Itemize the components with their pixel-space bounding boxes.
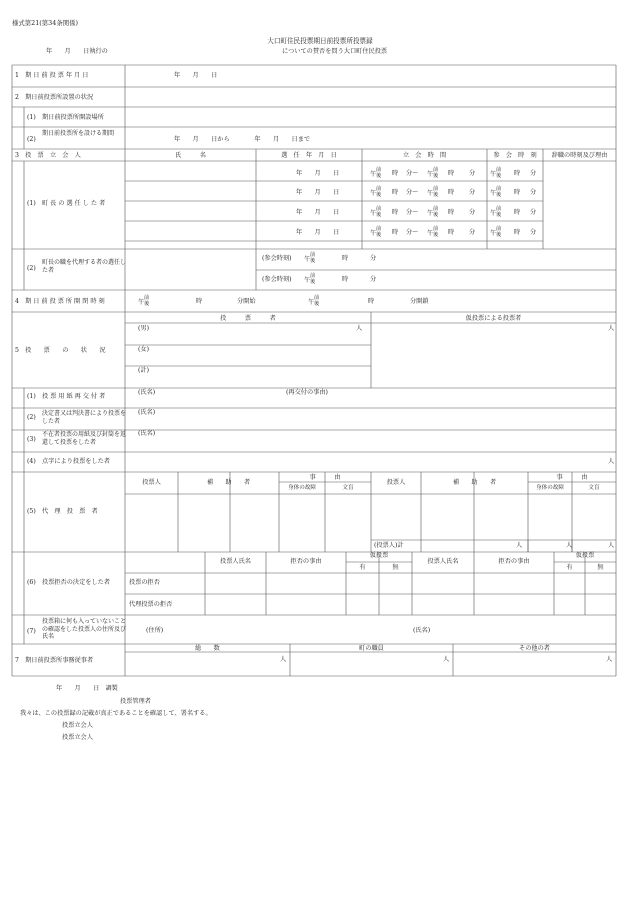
witness-4-start-pm: 後: [376, 232, 382, 238]
execution-date-label: 年 月 日執行の: [46, 48, 108, 55]
statement-text: 我々は、この投票録の記載が真正であることを確認して、署名する。: [20, 710, 212, 717]
witness-4-end-hour: 時: [448, 229, 455, 236]
deputy-2-min: 分: [370, 276, 377, 283]
witness-2-date: 年 月 日: [296, 189, 340, 196]
deputy-1-hour: 時: [342, 255, 349, 262]
witness-2-end-pm: 後: [433, 192, 439, 198]
witness-3-end-am: 前: [433, 206, 439, 212]
prov-unit: 人: [608, 325, 615, 332]
deputy-2-join-am: 前: [310, 273, 316, 279]
witness-2-start-go: 午: [370, 190, 377, 197]
open-go: 午: [138, 299, 145, 306]
footer-date: 年 月 日 調製: [56, 685, 118, 692]
staff-total-unit: 人: [280, 656, 287, 663]
row2-1-label: 期日前投票所開設場所: [42, 114, 104, 121]
witness-2-end-am: 前: [433, 186, 439, 192]
row4-label: 4 期 日 前 投 票 所 開 閉 時 刻: [15, 298, 105, 305]
witness-2-end-min: 分: [469, 189, 476, 196]
referendum-subject-label: についての賛否を問う大口町住民投票: [282, 48, 388, 55]
row5-4-label: 点字により投票をした者: [42, 458, 111, 465]
row2-2-num: (2): [27, 136, 36, 143]
witness-3-end-go: 午: [427, 210, 434, 217]
manager-label: 投票管理者: [120, 698, 151, 705]
witness-3-end-pm: 後: [433, 212, 439, 218]
witness-2-end-hour: 時: [448, 189, 455, 196]
witness-2-label: 投票立会人: [62, 734, 93, 741]
proxy-illiterate-h1: 文盲: [342, 485, 354, 491]
page-title: 大口町住民投票期日前投票所投票録: [267, 37, 373, 45]
witness-2-start-hour: 時: [392, 189, 399, 196]
male-unit: 人: [356, 325, 363, 332]
prov-total-unit1: 人: [516, 542, 523, 549]
row5-1-label: 投 票 用 紙 再 交 付 者: [42, 393, 106, 400]
witness-4-start-am: 前: [376, 226, 382, 232]
row3-2-label: 町長の職を代理する者の選任した者: [42, 259, 127, 274]
period-value: 年 月 日から 年 月 日まで: [174, 136, 311, 143]
proxy-refusal-label: 代理投票の拒否: [129, 601, 173, 608]
refusal-label: 投票の拒否: [129, 579, 160, 586]
witness-1-join-pm: 後: [496, 173, 502, 179]
proxy-illiterate-h2: 文盲: [588, 485, 600, 491]
prov-total-label: (投票人)計: [374, 542, 404, 549]
witness-1-date: 年 月 日: [296, 170, 340, 177]
row2-label: 2 期日前投票所設置の状況: [15, 94, 94, 101]
witness-2-start-pm: 後: [376, 192, 382, 198]
witness-1-end-min: 分: [469, 170, 476, 177]
witness-4-start-go: 午: [370, 230, 377, 237]
witness-1-end-hour: 時: [448, 170, 455, 177]
reissue-reason: (再交付の事由): [286, 389, 328, 396]
deputy-1-join-go: 午: [304, 256, 311, 263]
witness-3-start-min: 分〜: [406, 209, 419, 216]
witness-4-end-min: 分: [469, 229, 476, 236]
witness-3-join-go: 午: [490, 210, 497, 217]
witness-1-join-am: 前: [496, 167, 502, 173]
row7-label: 7 期日前投票所事務従事者: [15, 657, 94, 664]
no-h1: 無: [392, 564, 399, 571]
deputy-1-join-pm: 後: [310, 258, 316, 264]
no-h2: 無: [597, 564, 604, 571]
deputy-2-join-pm: 後: [310, 279, 316, 285]
witness-4-join-hour: 時: [514, 229, 521, 236]
staff-total-header: 総 数: [195, 645, 220, 652]
row5-6-num: (6): [27, 579, 36, 586]
staff-other-unit: 人: [606, 656, 613, 663]
witness-4-end-pm: 後: [433, 232, 439, 238]
open-pm: 後: [144, 301, 150, 307]
row2-1-num: (1): [27, 114, 36, 121]
voters-header: 投 票 者: [220, 315, 276, 322]
witness-4-join-am: 前: [496, 226, 502, 232]
voter-name-label: (氏名): [413, 627, 431, 634]
witness-4-join-go: 午: [490, 230, 497, 237]
open-am: 前: [144, 295, 150, 301]
proxy-helper-h2: 補 助 者: [452, 479, 497, 486]
witness-3-join-pm: 後: [496, 212, 502, 218]
decision-name: (氏名): [138, 409, 156, 416]
provisional-header: 仮投票による投票者: [465, 315, 522, 322]
witness-3-start-go: 午: [370, 210, 377, 217]
witness-4-end-am: 前: [433, 226, 439, 232]
reissue-name: (氏名): [138, 389, 156, 396]
witness-1-join-min: 分: [530, 170, 537, 177]
close-pm: 後: [314, 301, 320, 307]
witness-3-join-am: 前: [496, 206, 502, 212]
close-go: 午: [308, 299, 315, 306]
proxy-voter-h2: 投票人: [386, 479, 406, 486]
braille-unit: 人: [608, 458, 615, 465]
staff-town-header: 町の職員: [359, 645, 384, 652]
row5-label: 5 投 票 の 状 況: [15, 347, 106, 354]
witness-1-start-am: 前: [376, 167, 382, 173]
yes-h2: 有: [566, 564, 573, 571]
witness-3-join-hour: 時: [514, 209, 521, 216]
row1-date: 年 月 日: [174, 72, 218, 79]
witness-2-end-go: 午: [427, 190, 434, 197]
witness-3-date: 年 月 日: [296, 209, 340, 216]
close-min: 分開鎖: [410, 298, 429, 305]
proxy-disability-h2: 身体の故障: [536, 485, 564, 491]
witness-3-start-pm: 後: [376, 212, 382, 218]
deputy-1-join-am: 前: [310, 252, 316, 258]
row3-1-label: 町 長 の 選 任 し た 者: [42, 200, 106, 207]
witness-1-start-min: 分〜: [406, 170, 419, 177]
witness-2-start-am: 前: [376, 186, 382, 192]
col-date-header: 選 任 年 月 日: [281, 152, 337, 159]
refusal-voter-h2: 投票人氏名: [427, 558, 459, 565]
male-label: (男): [138, 325, 150, 332]
witness-3-start-am: 前: [376, 206, 382, 212]
close-hour: 時: [368, 298, 375, 305]
witness-2-join-go: 午: [490, 190, 497, 197]
row2-2-label: 期日前投票所を設ける期間: [42, 130, 115, 137]
close-am: 前: [314, 295, 320, 301]
witness-1-label: 投票立会人: [62, 722, 93, 729]
witness-3-join-min: 分: [530, 209, 537, 216]
witness-2-join-pm: 後: [496, 192, 502, 198]
row5-2-label: 決定書又は判決書により投票をした者: [42, 410, 127, 425]
witness-1-end-go: 午: [427, 171, 434, 178]
row5-3-num: (3): [27, 436, 36, 443]
absentee-name: (氏名): [138, 430, 156, 437]
witness-1-end-am: 前: [433, 167, 439, 173]
refusal-voter-h1: 投票人氏名: [220, 558, 251, 565]
proxy-helper-h1: 補 助 者: [206, 479, 251, 486]
witness-1-end-pm: 後: [433, 173, 439, 179]
join-label-2: (参会時刻): [262, 276, 292, 283]
witness-3-end-hour: 時: [448, 209, 455, 216]
deputy-1-min: 分: [370, 255, 377, 262]
prov-vote-h2: 仮投票: [575, 552, 595, 559]
female-label: (女): [138, 346, 150, 353]
proxy-reason-h2: 事 由: [556, 474, 588, 481]
witness-3-end-min: 分: [469, 209, 476, 216]
row5-7-label: 投票箱に何も入っていないことの確認をした投票人の住所及び氏名: [42, 618, 127, 640]
staff-other-header: その他の者: [519, 645, 550, 652]
row5-2-num: (2): [27, 414, 36, 421]
refusal-reason-h1: 拒否の事由: [290, 558, 322, 565]
proxy-voter-h1: 投票人: [142, 479, 161, 486]
row5-3-label: 不在者投票の用紙及び封筒を返還して投票をした者: [42, 431, 127, 446]
witness-2-start-min: 分〜: [406, 189, 419, 196]
row1-label: 1 期 日 前 投 票 年 月 日: [15, 72, 89, 79]
witness-4-join-min: 分: [530, 229, 537, 236]
row5-4-num: (4): [27, 458, 36, 465]
open-min: 分開始: [237, 298, 256, 305]
row5-6-label: 投票拒否の決定をした者: [42, 579, 111, 586]
row3-2-num: (2): [27, 265, 36, 272]
col-join-header: 参 会 時 刻: [493, 152, 537, 159]
witness-2-join-am: 前: [496, 186, 502, 192]
staff-town-unit: 人: [443, 656, 450, 663]
form-id: 様式第21(第34条関係): [12, 19, 78, 27]
col-leave-header: 辞職の時刻及び理由: [551, 152, 608, 159]
yes-h1: 有: [359, 564, 366, 571]
total-label: (計): [138, 367, 150, 374]
proxy-disability-h1: 身体の故障: [288, 485, 316, 491]
address-label: (住所): [146, 627, 164, 634]
open-hour: 時: [196, 298, 203, 305]
row5-5-label: 代 理 投 票 者: [42, 508, 98, 515]
witness-4-start-min: 分〜: [406, 229, 419, 236]
witness-1-join-hour: 時: [514, 170, 521, 177]
prov-total-unit3: 人: [608, 542, 615, 549]
refusal-reason-h2: 拒否の事由: [498, 558, 530, 565]
row3-label: 3 投 票 立 会 人: [15, 152, 81, 159]
row5-1-num: (1): [27, 393, 36, 400]
witness-4-end-go: 午: [427, 230, 434, 237]
deputy-2-hour: 時: [342, 276, 349, 283]
prov-total-unit2: 人: [566, 542, 573, 549]
proxy-reason-h1: 事 由: [309, 474, 341, 481]
witness-2-join-hour: 時: [514, 189, 521, 196]
row5-5-num: (5): [27, 508, 36, 515]
prov-vote-h1: 仮投票: [369, 552, 389, 559]
witness-2-join-min: 分: [530, 189, 537, 196]
witness-3-start-hour: 時: [392, 209, 399, 216]
witness-1-start-hour: 時: [392, 170, 399, 177]
col-time-header: 立 会 時 間: [402, 152, 447, 159]
witness-4-start-hour: 時: [392, 229, 399, 236]
deputy-2-join-go: 午: [304, 277, 311, 284]
witness-1-start-pm: 後: [376, 173, 382, 179]
join-label-1: (参会時刻): [262, 255, 292, 262]
witness-1-join-go: 午: [490, 171, 497, 178]
col-name-header: 氏 名: [175, 152, 206, 159]
witness-1-start-go: 午: [370, 171, 377, 178]
witness-4-date: 年 月 日: [296, 229, 340, 236]
witness-4-join-pm: 後: [496, 232, 502, 238]
row3-1-num: (1): [27, 200, 36, 207]
row5-7-num: (7): [27, 628, 36, 635]
